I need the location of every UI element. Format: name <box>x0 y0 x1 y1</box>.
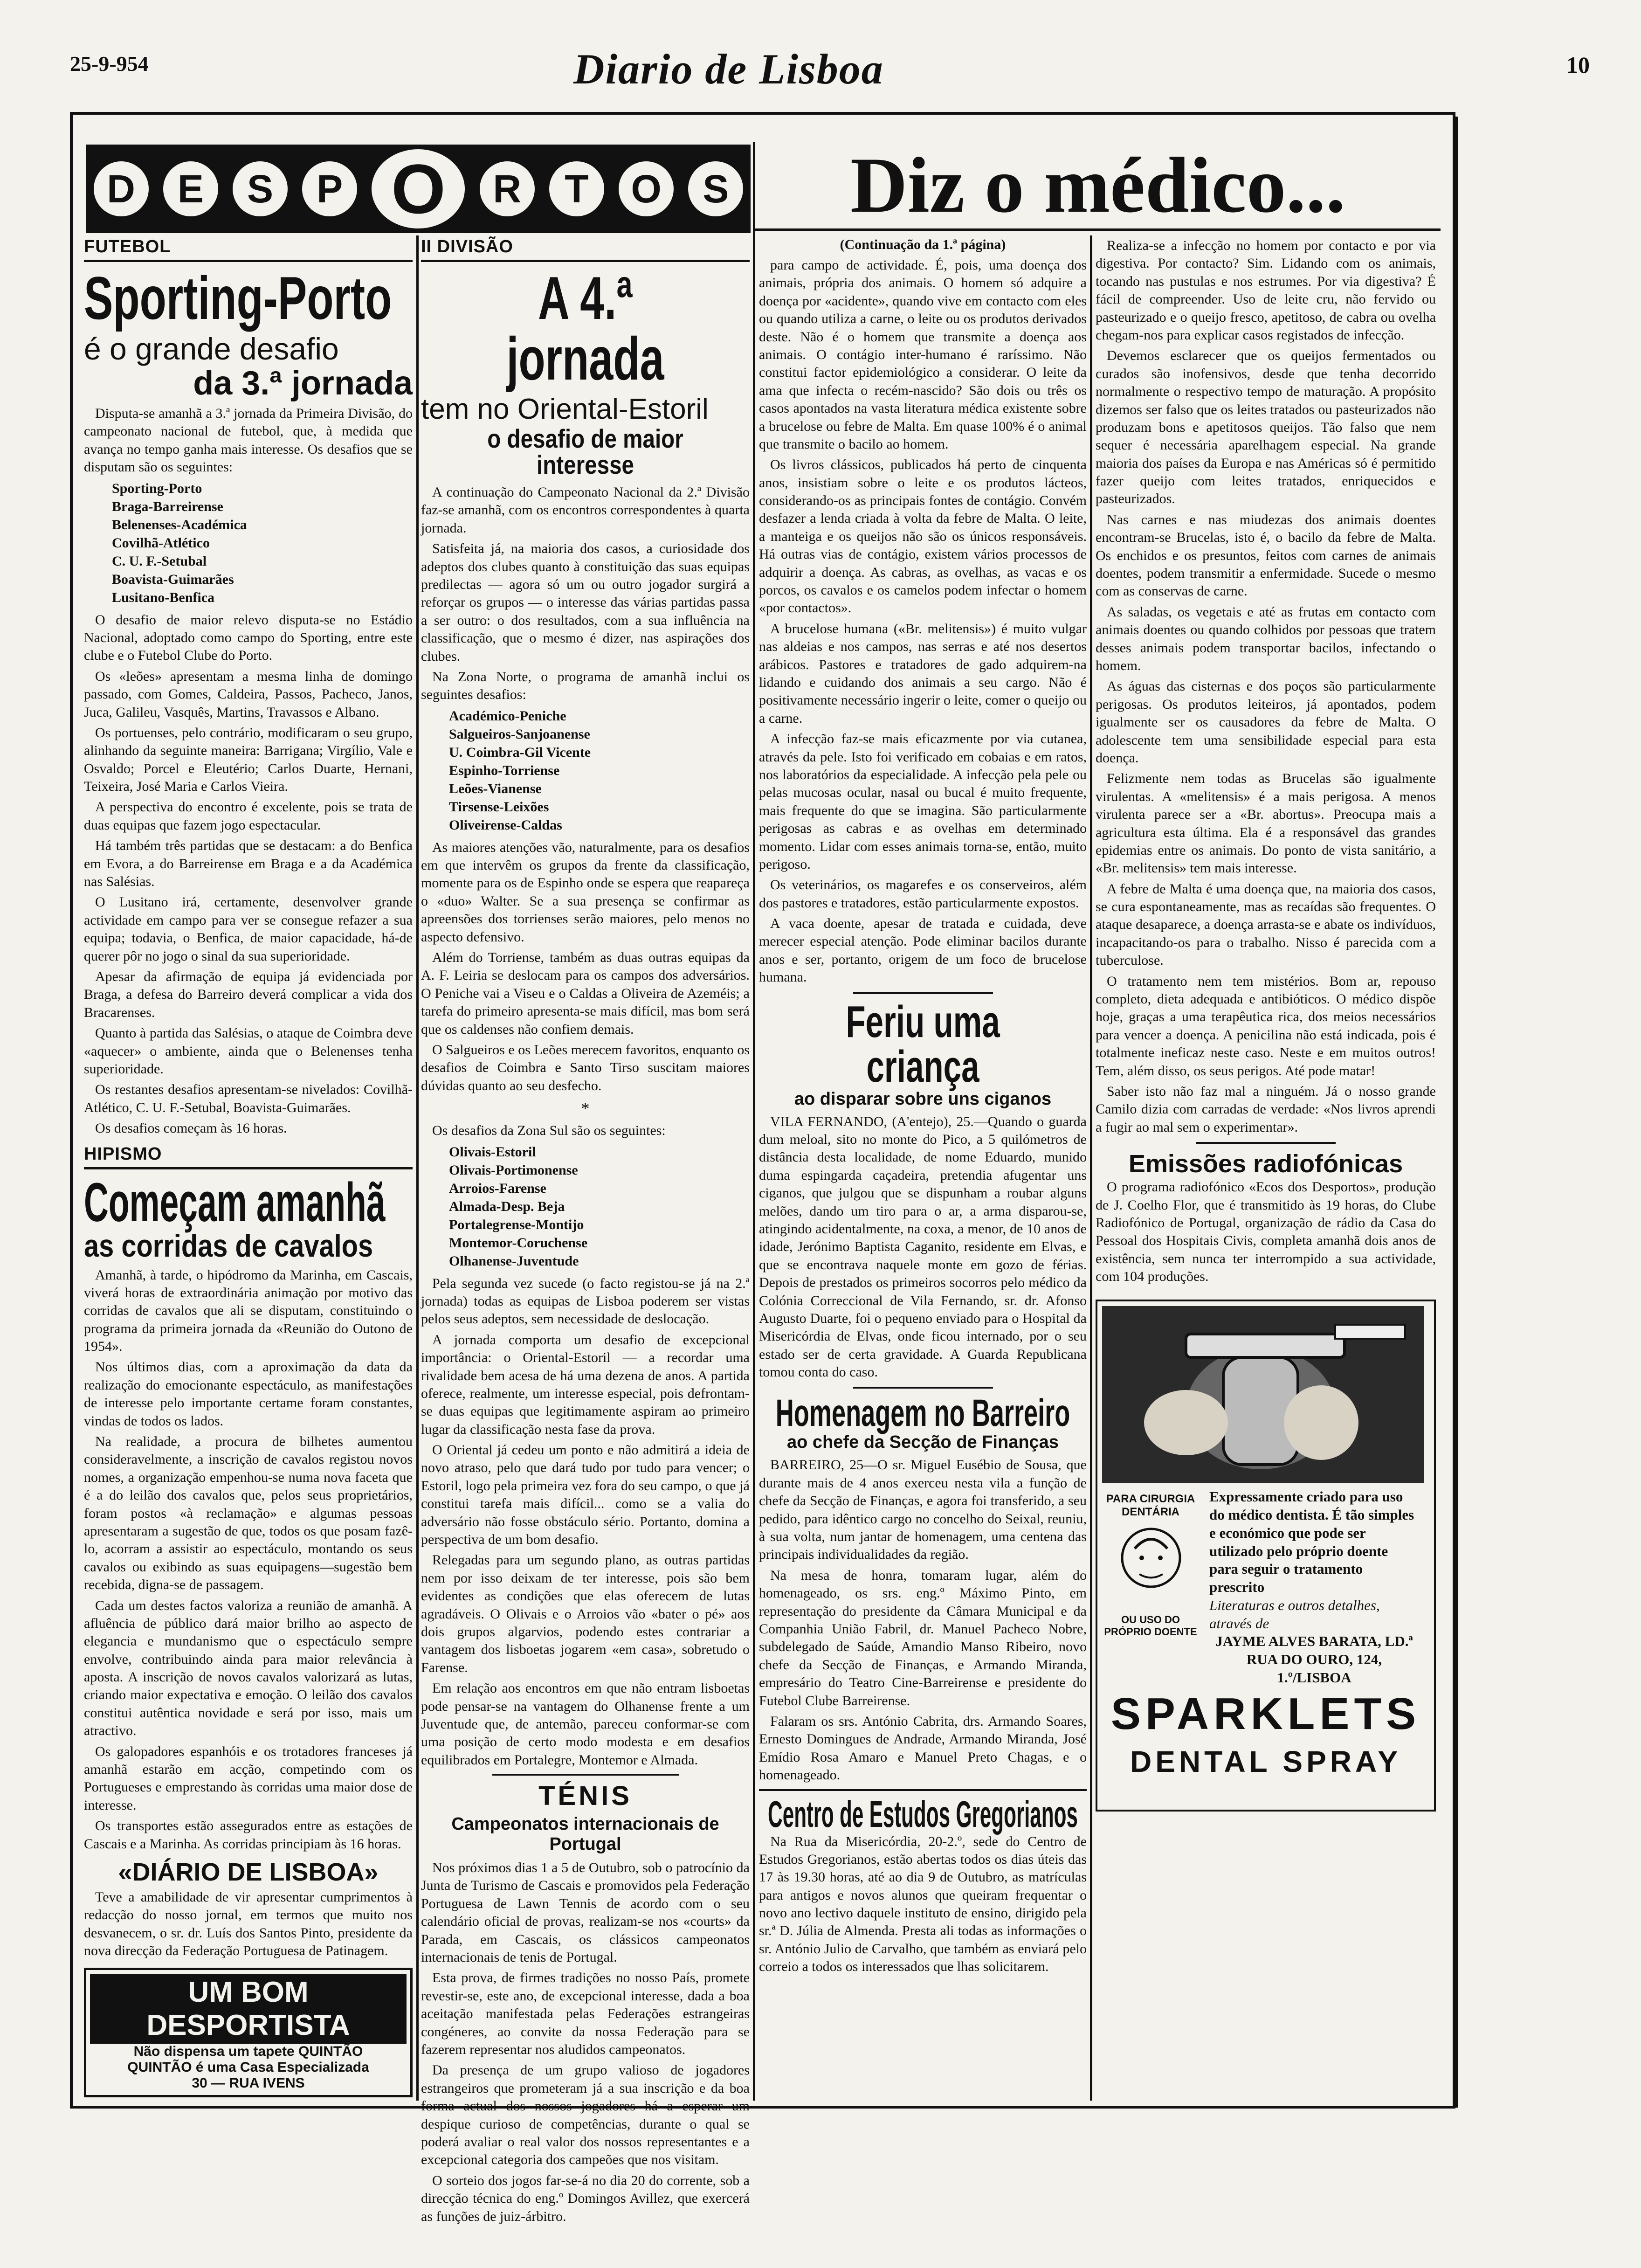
feriu-body-text: VILA FERNANDO, (A'entejo), 25.—Quando o guarda dum meloal, sito no monte do Pico, a 5 quilómetros de distância desta localidade, de nome Eduardo, munido duma espingarda caçadeira, pretendia afugentar uns ciganos, que julgou que se dispunham a roubar alguns melões, dando um tiro para o ar, a arma disparou-se, atingindo acidentalmente, na coxa, a menor, de 10 anos de idade, Jerónimo Baptista Caganito, residente em Elvas, e que se encontrava naquele monte em gozo de férias. Depois de prestados os primeiros socorros pelo médico da Colónia Correccional de Vila Fernando, sr. dr. Afonso Augusto Duarte, foi o pequeno enviado para o Hospital da Misericórdia de Elvas, onde ficou internado, por o seu estado ser de certa gravidade. A Guarda Republicana tomou conta do caso. <box>759 1113 1087 1380</box>
headline-campeonatos: Campeonatos internacionais de Portugal <box>451 1814 719 1854</box>
medico-a-paragraph: Os veterinários, os magarefes e os conserveiros, além dos pastores e tratadores, estão particularmente expostos. <box>759 877 1087 911</box>
medico-a-paragraph: para campo de actividade. É, pois, uma doença dos animais, própria dos animais. O homem só adquire a doença por «acidente», quando vive em contacto com eles ou quando utiliza a carne, o leite ou os produtos derivados deste. Não é o homem que transmite a doença aos animais. O contágio inter-humano é raríssimo. Não constitui factor epidemiológico a considerar. O leite da ama que infecta o recém-nascido? São dois ou três os casos apontados na vasta literatura médica existente sobre a brucelose ou febre de Malta. Em quase 100% é o animal que transmite o bacilo ao homem. <box>759 257 1087 452</box>
tenis-rule <box>492 1774 679 1776</box>
quintao-ad-line3: 30 — RUA IVENS <box>192 2075 305 2091</box>
diz-o-medico-title: Diz o médico... <box>755 140 1441 231</box>
quintao-ad-title: UM BOM DESPORTISTA <box>90 1974 407 2044</box>
ii-divisao-p4: Além do Torriense, também as duas outras equipas da A. F. Leiria se deslocam para os campos dos adversários. O Peniche vai a Viseu e o Caldas a Oliveira de Azeméis; a tarefa do primeiro apresenta-se mais difícil, mas bom será que os caldenses não confiem demais. <box>421 950 750 1037</box>
ad-literatura-text: Literaturas e outros detalhes, através de <box>1209 1597 1380 1632</box>
quintao-ad-line1: Não dispensa um tapete QUINTÃO <box>133 2043 363 2059</box>
patient-face-illustration <box>1107 1521 1195 1604</box>
zona-sul-match-item: Almada-Desp. Beja <box>449 1198 565 1214</box>
medico-a-paragraph: A infecção faz-se mais eficazmente por via cutanea, através da pele. Isto foi verificado em cobaias e em ratos, nos laboratórios da especialidade. A infecção pela pele ou pelas mucosas ocular, nasal ou bucal é muito frequente, mais frequente do que se imagina. São particularmente perigosas as cabras e as ovelhas em determinado momento. Lidar com esses animais torna-se, então, muito perigoso. <box>759 731 1087 872</box>
futebol-paragraph: Há também três partidas que se destacam: a do Benfica em Evora, a do Barreirense em Braga e a da Académica nas Salésias. <box>84 838 413 890</box>
headline-maior-interesse: o desafio de maior interesse <box>487 424 683 479</box>
headline-estudos-gregorianos: Centro de Estudos Gregorianos <box>768 1793 1078 1835</box>
headline-grande-desafio: é o grande desafio <box>84 332 339 366</box>
headline-quarta-jornada: A 4.ª jornada <box>506 264 664 393</box>
headline-emissoes-radiofonicas: Emissões radiofónicas <box>1128 1150 1403 1178</box>
tenis-paragraph: Esta prova, de firmes tradições no nosso País, promete revestir-se, este ano, de excepcional interesse, dada a boa aceitação manifestada pelas Federações estrangeiras congéneres, ao convite da nossa Federação para se fazerem representar nos aludidos campeonatos. <box>421 1970 750 2057</box>
zona-sul-match-item: Olivais-Estoril <box>449 1144 536 1160</box>
ii-divisao-p3: As maiores atenções vão, naturalmente, para os desafios em que intervêm os grupos da frente da classificação, momente para os de Espinho onde se espera que reapareça o «duo» Walter. Se a sua presença se confirmar as apreensões dos torrienses serão maiores, pelo menos no aspecto defensivo. <box>421 839 750 945</box>
issue-date: 25-9-954 <box>70 52 149 76</box>
column-diz-o-medico-a <box>759 237 1087 2097</box>
homenagem-paragraph: BARREIRO, 25—O sr. Miguel Eusébio de Sousa, que durante mais de 4 anos exerceu nesta vila a função de chefe da Secção de Finanças, e agora foi transferido, a seu pedido, para idêntico cargo no concelho do Seixal, reuniu, à sua volta, num jantar de homenagem, uma centena das principais individualidades da região. <box>759 1457 1087 1563</box>
futebol-paragraph: Quanto à partida das Salésias, o ataque de Coimbra deve «aquecer» o ambiente, ainda que o Belenenses tenha superioridade. <box>84 1025 413 1077</box>
column-futebol <box>84 237 413 2097</box>
futebol-paragraph: A perspectiva do encontro é excelente, pois se trata de duas equipas que fazem jogo espectacular. <box>84 799 413 833</box>
medico-a-paragraph: A brucelose humana («Br. melitensis») é muito vulgar nas aldeias e nos campos, nas serras e até nos desertos arábicos. Pastores e tratadores de gado adquirem-na lidando e cuidando dos animais a seu cargo. Não é positivamente necessário ingerir o leite, comer o queijo ou a carne. <box>759 621 1087 726</box>
ii-divisao-body-d <box>421 1275 750 1770</box>
tenis-paragraph: O sorteio dos jogos far-se-á no dia 20 do corrente, sob a direcção técnica do eng.º Domingos Avillez, que exercerá as funções de juiz-árbitro. <box>421 2172 750 2224</box>
futebol-paragraph: Os portuenses, pelo contrário, modificaram o seu grupo, alinhando da seguinte maneira: Barrigana; Virgílio, Vale e Osvaldo; Porcel e Eleutério; Carlos Duarte, Hernani, Teixeira, José Maria e Carlos Vieira. <box>84 725 413 795</box>
headline-disparar-ciganos: ao disparar sobre uns ciganos <box>794 1089 1052 1109</box>
column-rule-3 <box>1090 235 1092 2101</box>
spray-device-illustration <box>1102 1306 1424 1483</box>
futebol-match-item: Boavista-Guimarães <box>112 571 234 587</box>
medico-b-paragraph: As saladas, os vegetais e até as frutas em contacto com animais doentes ou quando colhidos por pessoas que tratem desses animais podem transportar bacilos, infectando o homem. <box>1096 604 1436 673</box>
ad-brand-dental-spray: DENTAL SPRAY <box>1130 1745 1402 1779</box>
futebol-paragraph: Os restantes desafios apresentam-se nivelados: Covilhã-Atlético, C. U. F.-Setubal, Boavista-Guimarães. <box>84 1082 413 1115</box>
banner-letter: R <box>480 161 535 216</box>
futebol-paragraph: O Lusitano irá, certamente, desenvolver grande actividade em campo para ver se consegue refazer a sua equipa; todavia, o Benfica, de maior capacidade, há-de querer pôr no jogo o sinal da sua superioridade. <box>84 894 413 964</box>
ad-address: RUA DO OURO, 124, 1.º/LISBOA <box>1246 1651 1382 1686</box>
banner-letter: T <box>549 161 604 216</box>
futebol-match-item: Covilhã-Atlético <box>112 535 210 551</box>
futebol-match-item: Belenenses-Académica <box>112 517 247 532</box>
futebol-match-item: C. U. F.-Setubal <box>112 553 207 569</box>
quintao-ad-line2: QUINTÃO é uma Casa Especializada <box>127 2059 369 2075</box>
medico-b-paragraph: O tratamento nem tem mistérios. Bom ar, repouso completo, dieta adequada e antibióticos. O médico dispõe hoje, graças a uma terapêutica rica, dos meios necessários para vencer a doença. A penicilina não está indicada, pois é totalmente ineficaz neste caso. Neste e em muitos outros! Tem, além disso, os seus perigos. Até pode matar! <box>1096 973 1436 1079</box>
futebol-paragraph: O desafio de maior relevo disputa-se no Estádio Nacional, adoptado como campo do Sporting, entre este clube e o Futebol Clube do Porto. <box>84 612 413 664</box>
ii-divisao-p6: Os desafios da Zona Sul são os seguintes: <box>432 1123 666 1139</box>
ii-divisao-p5: O Salgueiros e os Leões merecem favoritos, enquanto os desafios de Coimbra e Santo Tirso suscitam maiores dúvidas quanto ao seu desfecho. <box>421 1042 750 1093</box>
medico-b-paragraph: Realiza-se a infecção no homem por contacto e por via digestiva. Por contacto? Sim. Lidando com os animais, tocando nas pustulas e nos estrumes. Por via digestiva? É fácil de compreender. Uso de leite cru, não fervido ou pasteurizado e o queijo fresco, apetitoso, de cabra ou ovelha chegam-nos para explicar casos registados de infecção. <box>1096 238 1436 343</box>
frame-shadow <box>1453 117 1458 2108</box>
ii-divisao-p9: O Oriental já cedeu um ponto e não admitirá a ideia de novo atraso, pelo que dará tudo por tudo para vencer; o Estoril, logo pela primeira vez fora do seu campo, o que já constitui tarefa mais difícil... como se a valia do adversário não fosse obstáculo sério. Portanto, domina a perspectiva de um bom desafio. <box>421 1442 750 1548</box>
futebol-paragraph: Os «leões» apresentam a mesma linha de domingo passado, com Gomes, Caldeira, Passos, Pacheco, Janos, Juca, Galileu, Vasquês, Martins, Travassos e Albano. <box>84 668 413 720</box>
quintao-advert <box>84 1968 413 2097</box>
zona-sul-match-item: Olivais-Portimonense <box>449 1162 578 1178</box>
column-rule-1 <box>416 235 419 2101</box>
medico-b-paragraph: Nas carnes e nas miudezas dos animais doentes encontram-se Brucelas, isto é, o bacilo da febre de Malta. Os enchidos e os presuntos, feitos com carnes de animais doentes, podem transmitir a enfermidade. Sucede o mesmo com as conservas de carne. <box>1096 512 1436 599</box>
ii-divisao-p10: Relegadas para um segundo plano, as outras partidas nem por isso deixam de ter interesse, pois são bem evidentes as condições que elas oferecem de lutas agradáveis. O Olivais e o Arroios vão «bater o pé» aos dois grupos algarvios, podendo estes contrariar a vantagem dos lisboetas jogarem «em casa», sobretudo o Farense. <box>421 1552 750 1675</box>
banner-letter: S <box>233 161 288 216</box>
medico-b-paragraph: A febre de Malta é uma doença que, na maioria dos casos, se cura espontaneamente, mas as recaídas são frequentes. O ataque desaparece, a doença arrasta-se e abate os indivíduos, incapacitando-os para o trabalho. Nisso é parecida com a tuberculose. <box>1096 881 1436 968</box>
zona-norte-match-item: Académico-Peniche <box>449 708 566 724</box>
banner-letter: S <box>688 161 743 216</box>
medico-body-a <box>759 256 1087 987</box>
headline-sporting-porto: Sporting-Porto <box>84 264 392 332</box>
futebol-intro <box>84 405 413 477</box>
headline-oriental-estoril: tem no Oriental-Estoril <box>421 393 709 425</box>
section-futebol: FUTEBOL <box>84 237 413 262</box>
zona-norte-list <box>421 707 750 834</box>
newspaper-title: Diario de Lisboa <box>573 45 884 93</box>
ii-divisao-intro: A continuação do Campeonato Nacional da 2.ª Divisão faz-se amanhã, com os encontros correspondentes à quarta jornada. <box>421 484 750 536</box>
homenagem-paragraph: Na mesa de honra, tomaram lugar, além do homenageado, os srs. eng.º Máximo Pinto, em representação do presidente da Câmara Municipal e da Companhia União Fabril, dr. Manuel Pacheco Nobre, subdelegado de Saúde, Amandio Manso Ribeiro, novo chefe da Secção de Finanças, e Armando Miranda, empresário do Teatro Cine-Barreirense e presidente do Futebol Clube Barreirense. <box>759 1567 1087 1708</box>
headline-feriu-crianca: Feriu uma criança <box>846 996 1000 1092</box>
homenagem-body <box>759 1456 1087 1784</box>
ad-brand-sparklets: SPARKLETS <box>1110 1689 1421 1739</box>
futebol-body <box>84 611 413 1138</box>
emissoes-body <box>1096 1178 1436 1286</box>
tenis-body <box>421 1859 750 2226</box>
hipismo-paragraph: Os galopadores espanhóis e os trotadores franceses já amanhã estarão em acção, competindo com os Portugueses e emprestando às corridas uma maior dose de interesse. <box>84 1743 413 1813</box>
feriu-rule <box>853 992 993 994</box>
zona-norte-match-item: Espinho-Torriense <box>449 762 560 778</box>
zona-norte-match-item: U. Coimbra-Gil Vicente <box>449 744 591 760</box>
medico-body-b <box>1096 237 1436 1136</box>
banner-letter: D <box>94 161 149 216</box>
futebol-matches-list <box>84 479 413 607</box>
zona-sul-list <box>421 1143 750 1270</box>
section-hipismo: HIPISMO <box>84 1144 413 1169</box>
headline-comecam-amanha: Começam amanhã <box>84 1171 386 1233</box>
ad-description <box>1209 1488 1419 1687</box>
tenis-paragraph: Nos próximos dias 1 a 5 de Outubro, sob o patrocínio da Junta de Turismo de Cascais e promovidos pela Federação Portuguesa de Lawn Tennis de acordo com o seu calendário oficial de provas, realizam-se nos «courts» da Parada, em Cascais, os clássicos campeonatos internacionais de tenis de Portugal. <box>421 1860 750 1965</box>
diario-body-text: Teve a amabilidade de vir apresentar cumprimentos à redacção do nosso jornal, em termos que muito nos desvanecem, o sr. dr. Luís dos Santos Pinto, presidente da nova direcção da Federação Portuguesa de Patinagem. <box>84 1889 413 1959</box>
diario-body <box>84 1888 413 1960</box>
section-star: * <box>581 1099 590 1118</box>
medico-a-paragraph: Os livros clássicos, publicados há perto de cinquenta anos, insistiam sobre o leite e os produtos lácteos, considerando-os as principais fontes de contágio. Convém desfazer a lenda criada à volta da febre de Malta. O leite, a manteiga e os queijos não são os únicos responsáveis. Há outras vias de contágio, existem vários processos de adquirir a doença. As cabras, as ovelhas, as vacas e os porcos, os cavalos e os camelos podem infectar o homem «por contactos». <box>759 457 1087 616</box>
ad-proprio-label: OU USO DO PRÓPRIO DOENTE <box>1104 1614 1197 1638</box>
hipismo-body <box>84 1266 413 1853</box>
ii-divisao-p1: Satisfeita já, na maioria dos casos, a curiosidade dos adeptos dos clubes quanto à constituição das suas equipas predilectas — agora só um ou outro jogador surgirá a reforçar os grupos — o interesse das várias partidas passa a ser outro: o dos resultados, com a sua influência na classificação, que o mesmo é dizer, nas aspirações dos clubes. <box>421 541 750 664</box>
homenagem-paragraph: Falaram os srs. António Cabrita, drs. Armando Soares, Ernesto Domingues de Andrade, Armando Miranda, José Emídio Rosa Amaro e Manuel Preto Chagas, e o homenageado. <box>759 1713 1087 1783</box>
column-rule-2 <box>753 142 755 2101</box>
medico-b-paragraph: Saber isto não faz mal a ninguém. Já o nosso grande Camilo dizia com carradas de verdade: «Nos livros aprendi a fugir ao mal sem o experimentar». <box>1096 1083 1436 1135</box>
ii-divisao-p2: Na Zona Norte, o programa de amanhã inclui os seguintes desafios: <box>421 669 750 703</box>
ad-cirurgia-label: PARA CIRURGIA DENTÁRIA <box>1106 1493 1195 1519</box>
zona-sul-match-item: Olhanense-Juventude <box>449 1253 579 1269</box>
medico-a-paragraph: A vaca doente, apesar de tratada e cuidada, deve merecer especial atenção. Pode eliminar bacilos durante anos e ser, portanto, origem de um foco de brucelose humana. <box>759 916 1087 985</box>
zona-sul-match-item: Portalegrense-Montijo <box>449 1217 584 1232</box>
gregorianos-body-text: Na Rua da Misericórdia, 20-2.º, sede do Centro de Estudos Gregorianos, estão abertas todos os dias úteis das 17 às 19.30 horas, até ao dia 9 de Outubro, as matrículas para antigos e novos alunos que queiram frequentar o novo ano lectivo daquele instituto de ensino, dirigido pela sr.ª D. Júlia de Almenda. Presta ali todas as informações o sr. António Julio de Carvalho, que também as enviará pelo correio a todos os interessados que lhas solicitarem. <box>759 1833 1087 1975</box>
section-ii-divisao: II DIVISÃO <box>421 237 750 262</box>
banner-letter: E <box>163 161 218 216</box>
ii-divisao-body-a <box>421 484 750 704</box>
futebol-intro-text: Disputa-se amanhã a 3.ª jornada da Primeira Divisão, do campeonato nacional de futebol, que, à medida que avança no tempo ganha mais interesse. Os desafios que se disputam são os seguintes: <box>84 406 413 475</box>
zona-norte-match-item: Tirsense-Leixões <box>449 799 549 815</box>
headline-chefe-financas: ao chefe da Secção de Finanças <box>787 1432 1059 1452</box>
futebol-match-item: Lusitano-Benfica <box>112 589 215 605</box>
headline-terceira-jornada: da 3.ª jornada <box>193 365 413 402</box>
futebol-paragraph: Os desafios começam às 16 horas. <box>95 1120 287 1136</box>
ii-divisao-p7: Pela segunda vez sucede (o facto registou-se já na 2.ª jornada) todas as equipas de Lisboa poderem ser vistas pelos seus adeptos, sem necessidade de deslocação. <box>421 1275 750 1327</box>
zona-norte-match-item: Leões-Vianense <box>449 781 542 796</box>
medico-b-paragraph: As águas das cisternas e dos poços são particularmente perigosas. Os produtos leiteiros, já apontados, podem igualmente ser os causadores da febre de Malta. O adolescente tem uma sensibilidade especial para esta doença. <box>1096 678 1436 766</box>
futebol-paragraph: Apesar da afirmação de equipa já evidenciada por Braga, a defesa do Barreiro deverá complicar a vida dos Bracarenses. <box>84 968 413 1020</box>
hipismo-paragraph: Amanhã, à tarde, o hipódromo da Marinha, em Cascais, viverá horas de extraordinária animação por motivo das corridas de cavalos que ali se disputam, constituindo o programa da primeira jornada da «Reunião do Outono de 1954». <box>84 1267 413 1355</box>
zona-sul-match-item: Arroios-Farense <box>449 1180 546 1196</box>
ii-divisao-body-b <box>421 839 750 1095</box>
ii-divisao-p11: Em relação aos encontros em que não entram lisboetas pode pensar-se na vantagem do Olhanense frente a um Juventude que, de antemão, pareceu conformar-se com uma posição de certo modo modesta e em desafios equilibrados em Portalegre, Montemor e Almada. <box>421 1680 750 1768</box>
column-diz-o-medico-b <box>1096 237 1436 2097</box>
desportos-banner <box>86 145 751 233</box>
hipismo-paragraph: Nos últimos dias, com a aproximação da data da realização do emocionante espectáculo, as manifestações de interesse pelo importante certame foram constantes, vindas de todos os lados. <box>84 1359 413 1429</box>
banner-letter: O <box>619 161 674 216</box>
hipismo-paragraph: Cada um destes factos valoriza a reunião de amanhã. A afluência de público dará maior brilho ao aspecto de elegancia e mundanismo que o espectáculo sempre envolve, contribuindo ainda para maior relevância à aposta. A inscrição de novos cavalos valorizará as lutas, criando maior expectativa e emoção. O leilão dos cavalos constitui autêntica novidade e será por isso, mais um atractivo. <box>84 1597 413 1739</box>
column-segunda-divisao <box>421 237 750 2224</box>
sparklets-advert <box>1096 1300 1436 1812</box>
homenagem-rule <box>853 1387 993 1389</box>
emissoes-body-text: O programa radiofónico «Ecos dos Desportos», produção de J. Coelho Flor, que é transmitido às 19 horas, do Clube Radiofónico de Portugal, organização de rádio da Casa do Pessoal dos Hospitais Civis, completa amanhã dois anos de existência, sem nunca ter interrompido a sua actividade, com 104 produções. <box>1096 1179 1436 1285</box>
continuation-note: (Continuação da 1.ª página) <box>840 237 1006 252</box>
emissoes-rule <box>1196 1142 1336 1144</box>
zona-sul-match-item: Montemor-Coruchense <box>449 1235 588 1251</box>
gregorianos-rule <box>759 1789 1087 1791</box>
headline-diario-de-lisboa: «DIÁRIO DE LISBOA» <box>118 1858 379 1886</box>
zona-norte-match-item: Oliveirense-Caldas <box>449 817 562 833</box>
ii-divisao-p8: A jornada comporta um desafio de excepcional importância: o Oriental-Estoril — a recordar uma rivalidade bem acesa de há uma dezena de anos. A partida oferece, realmente, um interesse especial, pois defrontam-se duas equipas que legitimamente aspiram ao primeiro lugar da classificação nesta fase da prova. <box>421 1332 750 1437</box>
medico-b-paragraph: Felizmente nem todas as Brucelas são igualmente virulentas. A «melitensis» é a mais perigosa. A menos virulenta parece ser a «Br. abortus». Preocupa mais a agricultura esta última. Ela é a responsável das grandes epidemias entre os animais. Do ponto de vista sanitário, a «Br. melitensis» tem mais interesse. <box>1096 771 1436 876</box>
hipismo-paragraph: Os transportes estão assegurados entre as estações de Cascais e a Marinha. As corridas principiam às 16 horas. <box>84 1818 413 1852</box>
medico-b-paragraph: Devemos esclarecer que os queijos fermentados ou curados são inofensivos, desde que tenha decorrido normalmente o respectivo tempo de maturação. A propósito dizemos ser falso que os leites tratados ou pasteurizados não produzam bons e apetitosos queijos. Tão falso que nem sequer é necessária aparelhagem especial. Na grande maioria dos países da Europa e nas Américas só é permitido fazer queijo com leites tratados, enriquecidos e pasteurizados. <box>1096 348 1436 507</box>
futebol-match-item: Sporting-Porto <box>112 480 202 496</box>
tenis-paragraph: Da presença de um grupo valioso de jogadores estrangeiros que prometeram já a sua inscrição e da boa forma actual dos nossos jogadores há a esperar um despique curioso de competências, durante o qual se poderá avaliar o real valor dos nossos representantes e a excepcional categoria dos campeões que nos visitam. <box>421 2062 750 2168</box>
gregorianos-body <box>759 1833 1087 1976</box>
headline-homenagem-barreiro: Homenagem no Barreiro <box>775 1392 1070 1435</box>
zona-norte-match-item: Salgueiros-Sanjoanense <box>449 726 590 742</box>
page-number: 10 <box>1566 52 1590 78</box>
hipismo-paragraph: Na realidade, a procura de bilhetes aumentou consideravelmente, a inscrição de cavalos registou novos nomes, a organização empenhou-se numa nova faceta que é a do leilão dos cavalos que, pelos seus proprietários, foram postos «à reclamação» e algumas pessoas apresentaram a sugestão de que, todos os que posam fazê-lo, acorram a assistir ao espectáculo, montando os seus cavalos ou exibindo as suas equipagens—sugestão bem recebida, digna-se de passagem. <box>84 1434 413 1593</box>
feriu-body <box>759 1113 1087 1382</box>
banner-letter: O <box>372 149 465 228</box>
headline-corridas-cavalos: as corridas de cavalos <box>84 1228 373 1264</box>
futebol-match-item: Braga-Barreirense <box>112 498 223 514</box>
banner-letter: P <box>302 161 357 216</box>
ii-divisao-body-c <box>421 1122 750 1140</box>
headline-tenis: TÉNIS <box>538 1781 632 1812</box>
ad-company: JAYME ALVES BARATA, LD.ª <box>1215 1633 1413 1650</box>
ad-description-text: Expressamente criado para uso do médico dentista. É tão simples e económico que pode ser utilizado pelo próprio doente para seguir o tratamento prescrito <box>1209 1488 1414 1596</box>
